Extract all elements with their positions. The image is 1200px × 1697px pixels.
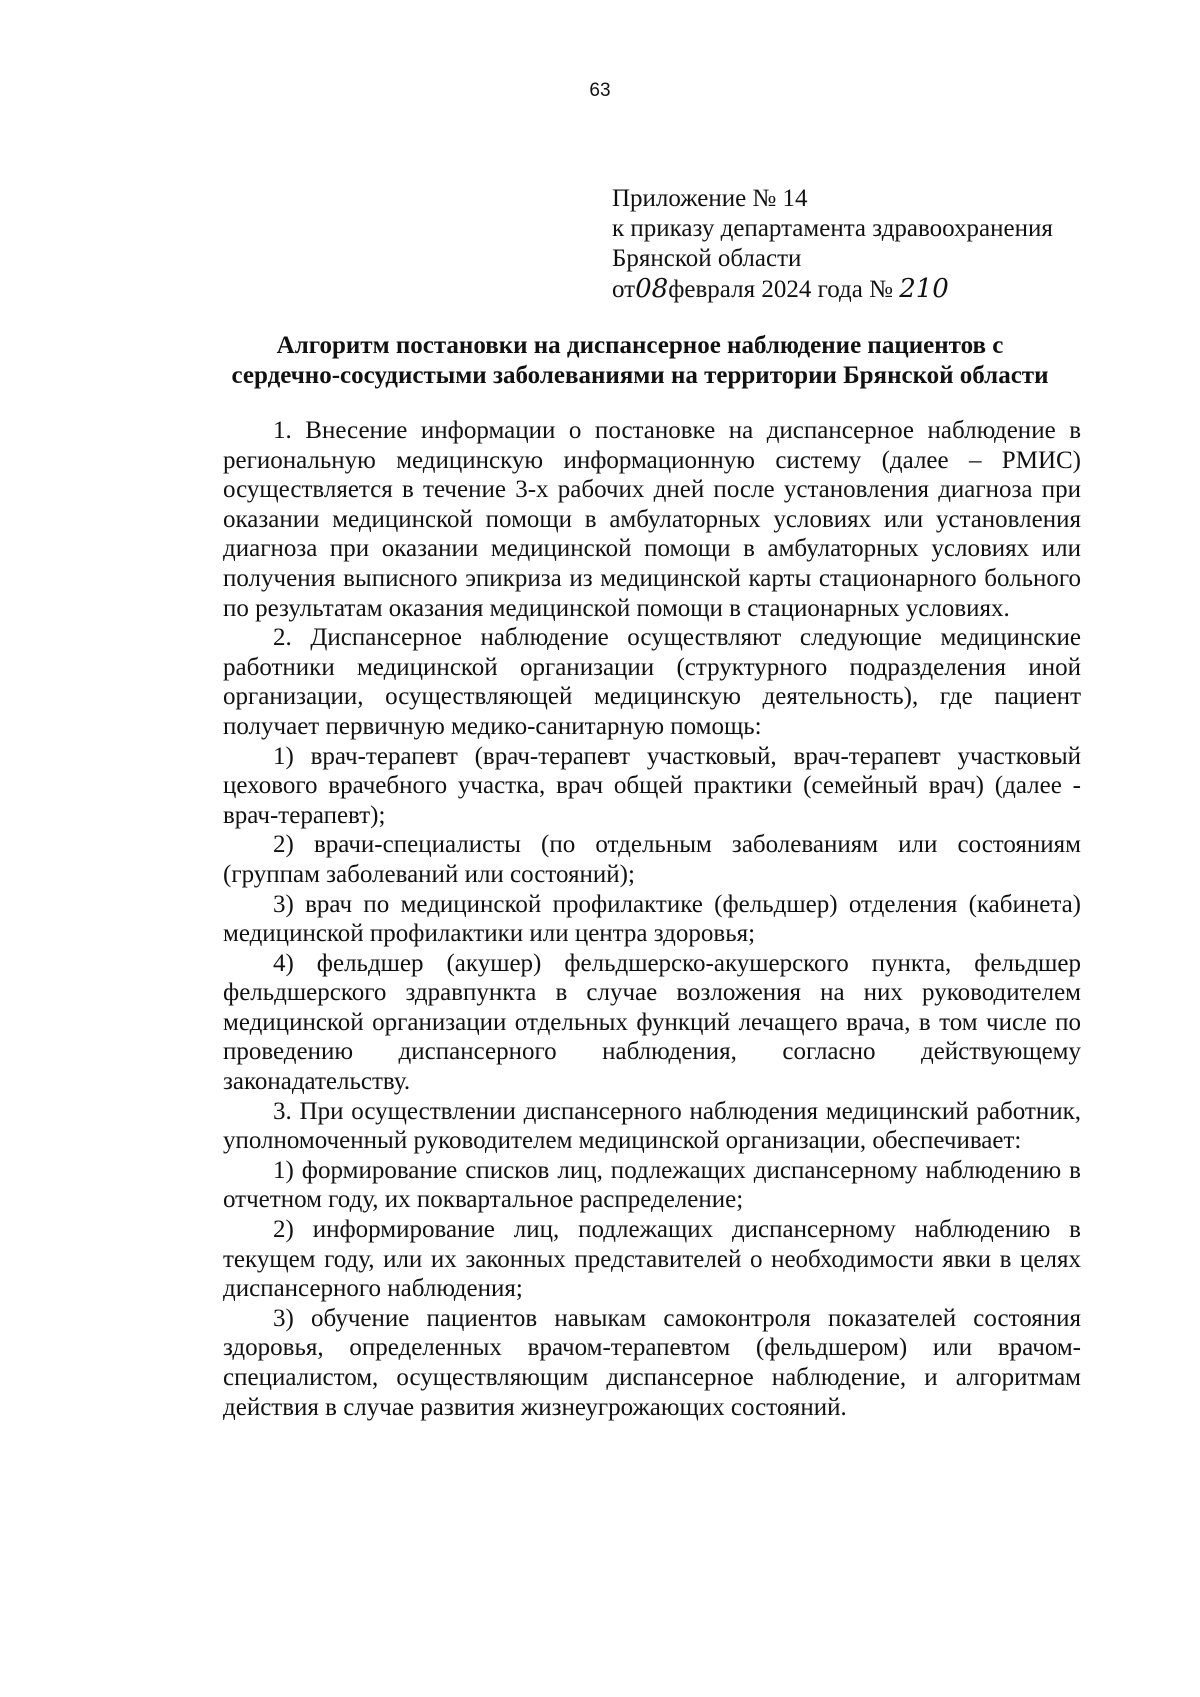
paragraph-3-item-1: 1) формирование списков лиц, подлежащих диспансерному наблюдению в отчетном году, их поквартальное распределение; <box>223 1156 1081 1214</box>
annex-title: Приложение № 14 <box>612 185 808 212</box>
title-line-1: Алгоритм постановки на диспансерное наблюдение пациентов с <box>276 332 1004 359</box>
title-line-2: сердечно-сосудистыми заболеваниями на территории Брянской области <box>231 362 1049 389</box>
annex-date-middle: февраля 2024 года № <box>668 276 893 303</box>
paragraph-2-item-1: 1) врач-терапевт (врач-терапевт участковый, врач-терапевт участковый цехового врачебного участка, врач общей практики (семейный врач) (далее - врач-терапевт); <box>223 742 1081 829</box>
annex-date-prefix: от <box>612 276 636 303</box>
paragraph-2: 2. Диспансерное наблюдение осуществляют следующие медицинские работники медицинской организации (структурного подразделения иной организации, осуществляющей медицинскую деятельность), где пациент получает первичную медико-санитарную помощь: <box>223 624 1081 740</box>
paragraph-3-item-2: 2) информирование лиц, подлежащих диспансерному наблюдению в текущем году, или их законных представителей о необходимости явки в целях диспансерного наблюдения; <box>223 1216 1081 1303</box>
handwritten-order-number: 210 <box>899 274 949 304</box>
page-number: 63 <box>589 80 611 101</box>
paragraph-2-item-4: 4) фельдшер (акушер) фельдшерско-акушерского пункта, фельдшер фельдшерского здравпункта в случае возложения на них руководителем медицинской организации отдельных функций лечащего врача, в том числе по проведению диспансерного наблюдения, согласно действующему законадательству. <box>223 949 1081 1096</box>
paragraph-1: 1. Внесение информации о постановке на диспансерное наблюдение в региональную медицинскую информационную систему (далее – РМИС) осуществляется в течение 3-х рабочих дней после установления диагноза при оказании медицинской помощи в амбулаторных условиях или установления диагноза при оказании медицинской помощи в амбулаторных условиях или получения выписного эпикриза из медицинской карты стационарного больного по результатам оказания медицинской помощи в стационарных условиях. <box>223 417 1081 622</box>
paragraph-2-item-2: 2) врачи-специалисты (по отдельным заболеваниям или состояниям (группам заболеваний или состояний); <box>223 831 1081 888</box>
annex-date-line <box>612 274 1132 305</box>
handwritten-day: 08 <box>635 274 669 304</box>
annex-header <box>612 184 1132 305</box>
document-body <box>223 416 1081 1422</box>
paragraph-2-item-3: 3) врач по медицинской профилактике (фельдшер) отделения (кабинета) медицинской профилактики или центра здоровья; <box>223 890 1081 948</box>
annex-order-reference: к приказу департамента здравоохранения <box>612 215 1053 242</box>
document-title <box>200 331 1080 391</box>
paragraph-3-item-3: 3) обучение пациентов навыкам самоконтроля показателей состояния здоровья, определенных врачом-терапевтом (фельдшером) или врачом-специалистом, осуществляющим диспансерное наблюдение, и алгоритмам действия в случае развития жизнеугрожающих состояний. <box>223 1304 1081 1421</box>
annex-region: Брянской области <box>612 245 802 272</box>
paragraph-3: 3. При осуществлении диспансерного наблюдения медицинский работник, уполномоченный руководителем медицинской организации, обеспечивает: <box>223 1097 1081 1155</box>
